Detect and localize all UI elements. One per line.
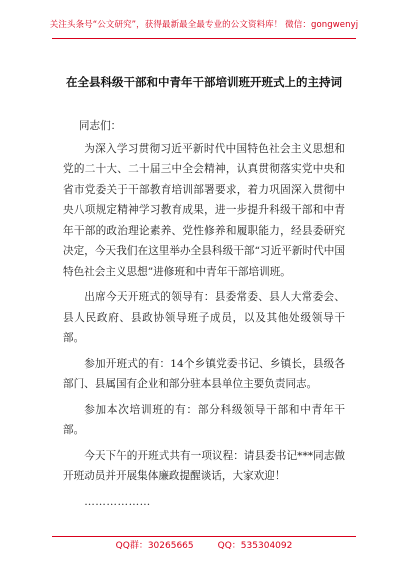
paragraph-2: 出席今天开班式的领导有：县委常委、县人大常委会、县人民政府、县政协领导班子成员，以及其他处级领导干部。 [63, 291, 345, 344]
footer-qq: QQ：535304092 [217, 541, 293, 551]
paragraph-3: 参加开班式的有：14个乡镇党委书记、乡镇长，县级各部门、县属国有企业和部分驻本县单位主要负责同志。 [63, 357, 345, 390]
ellipsis-line: ……………… [84, 495, 151, 508]
salutation: 同志们： [78, 120, 122, 132]
header-banner: 关注头条号“公文研究”，获得最新最全最专业的公文资料库！ 微信：gongwenyj [49, 20, 359, 30]
paragraph-4: 参加本次培训班的有：部分科级领导干部和中青年干部。 [63, 403, 345, 436]
paragraph-5: 今天下午的开班式共有一项议程：请县委书记***同志做开班动员并开展集体廉政提醒谈话，大家欢迎！ [63, 449, 345, 482]
paragraph-1: 为深入学习贯彻习近平新时代中国特色社会主义思想和党的二十大、二十届三中全会精神，认真贯彻落实党中央和省市党委关于干部教育培训部署要求，着力巩固深入贯彻中央八项规定精神学习教育成果，进一步提升科级干部和中青年干部的政治理论素养、党性修养和履职能力，经县委研究决定，今天我们在这里举办全县科级干部“习近平新时代中国特色社会主义思想”进修班和中青年干部培训班。 [63, 142, 345, 278]
footer-qq-group: QQ群：30265665 [115, 541, 194, 551]
document-body [63, 116, 345, 512]
footer-contact [0, 538, 408, 551]
document-title: 在全县科级干部和中青年干部培训班开班式上的主持词 [66, 75, 342, 89]
header-divider [52, 38, 356, 39]
footer-divider [52, 536, 356, 537]
